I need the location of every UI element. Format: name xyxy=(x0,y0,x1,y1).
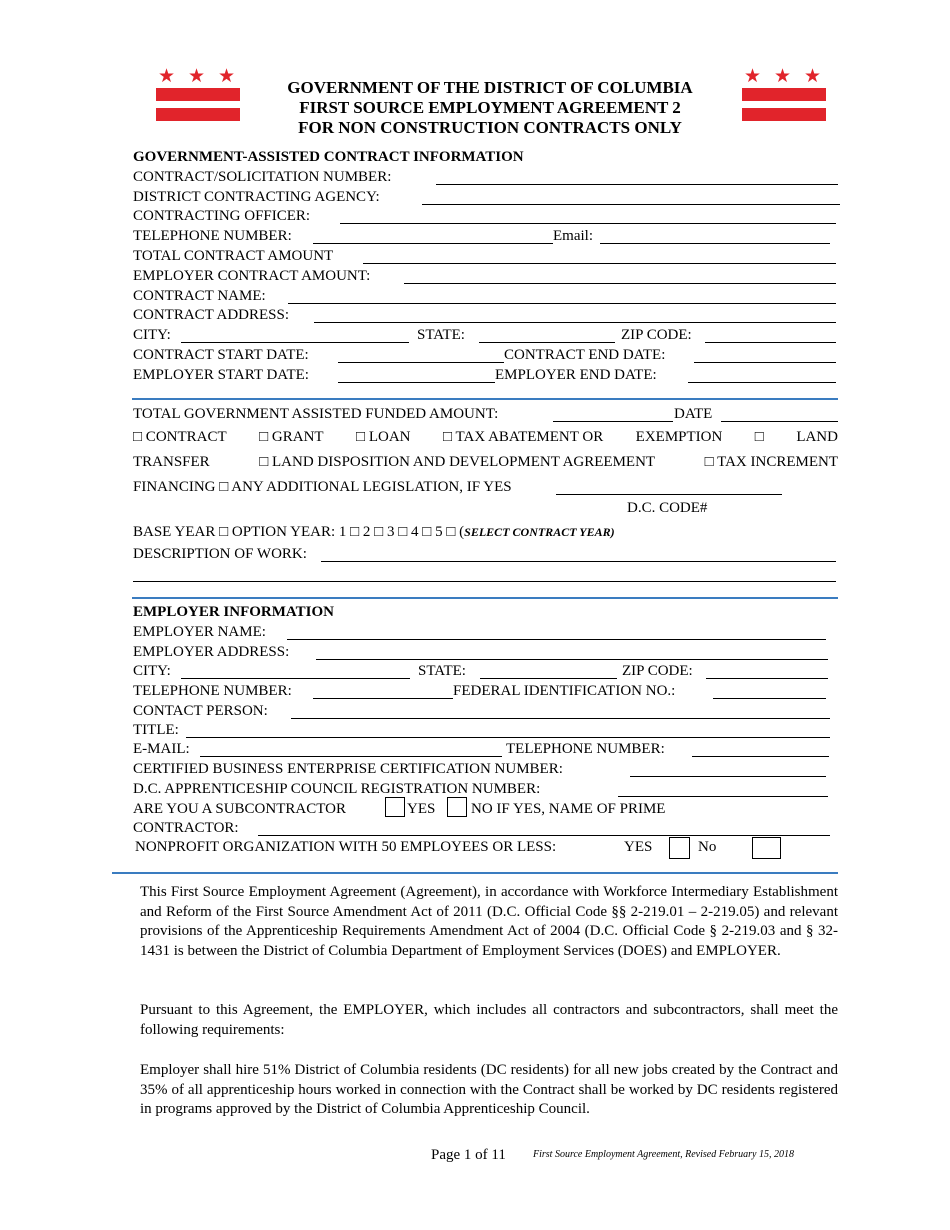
contract-city-label: CITY: xyxy=(133,327,171,343)
subcontractor-yes-checkbox[interactable] xyxy=(385,797,405,817)
solicitation-number-field[interactable] xyxy=(436,184,838,185)
employer-name-label: EMPLOYER NAME: xyxy=(133,624,266,640)
employer-end-label: EMPLOYER END DATE: xyxy=(495,367,657,383)
telephone-label: TELEPHONE NUMBER: xyxy=(133,228,292,244)
contract-state-field[interactable] xyxy=(479,342,615,343)
nonprofit-label: NONPROFIT ORGANIZATION WITH 50 EMPLOYEES OR LESS: xyxy=(135,839,557,855)
contract-zip-label: ZIP CODE: xyxy=(621,327,692,343)
employer-amount-field[interactable] xyxy=(404,283,836,284)
email-field[interactable] xyxy=(600,243,830,244)
contract-name-field[interactable] xyxy=(288,303,836,304)
agreement-paragraph-1: This First Source Employment Agreement (Agreement), in accordance with Workforce Intermediary Establishment and Reform of the First Source Amendment Act of 2011 (D.C. Official Code §§ 2-219.01 – 2-219.05) and relevant provisions of the Apprenticeship Requirements Amendment Act of 2004 (D.C. Official Code § 2-219.03 and § 32-1431 is between the District of Columbia Department of Employment Services (DOES) and EMPLOYER. xyxy=(140,884,838,959)
cbe-field[interactable] xyxy=(630,776,826,777)
contract-city-field[interactable] xyxy=(181,342,409,343)
employer-name-field[interactable] xyxy=(287,639,826,640)
officer-label: CONTRACTING OFFICER: xyxy=(133,208,311,224)
nonprofit-no-checkbox[interactable] xyxy=(752,837,781,859)
funding-type-row-1 xyxy=(133,428,838,446)
employer-amount-label: EMPLOYER CONTRACT AMOUNT: xyxy=(133,268,371,284)
contract-end-label: CONTRACT END DATE: xyxy=(504,347,666,363)
employer-address-field[interactable] xyxy=(316,659,828,660)
option-land-disposition[interactable]: □ LAND DISPOSITION AND DEVELOPMENT AGREEMENT xyxy=(259,454,656,470)
star-icon: ★ xyxy=(804,65,822,87)
contract-start-field[interactable] xyxy=(338,362,504,363)
apprenticeship-label: D.C. APPRENTICESHIP COUNCIL REGISTRATION NUMBER: xyxy=(133,781,541,797)
contact-person-field[interactable] xyxy=(291,718,830,719)
legislation-field[interactable] xyxy=(556,494,782,495)
star-icon: ★ xyxy=(744,65,762,87)
subcontractor-no-label: NO IF YES, NAME OF PRIME xyxy=(471,801,666,817)
select-contract-year-note: SELECT CONTRACT YEAR) xyxy=(464,525,615,539)
star-icon: ★ xyxy=(188,65,206,87)
email-label: Email: xyxy=(553,228,593,244)
agency-field[interactable] xyxy=(422,204,840,205)
agency-label: DISTRICT CONTRACTING AGENCY: xyxy=(133,189,380,205)
employer-start-field[interactable] xyxy=(338,382,495,383)
header-line-2: FIRST SOURCE EMPLOYMENT AGREEMENT 2 xyxy=(299,98,681,117)
star-icon: ★ xyxy=(158,65,176,87)
employer-telephone-field[interactable] xyxy=(313,698,453,699)
employer-city-field[interactable] xyxy=(181,678,410,679)
dc-flag-right xyxy=(742,66,826,86)
contact-person-label: CONTACT PERSON: xyxy=(133,703,268,719)
dc-flag-left xyxy=(156,66,240,86)
subcontractor-label: ARE YOU A SUBCONTRACTOR xyxy=(133,801,346,817)
federal-id-label: FEDERAL IDENTIFICATION NO.: xyxy=(453,683,676,699)
employer-email-label: E-MAIL: xyxy=(133,741,190,757)
employer-state-field[interactable] xyxy=(480,678,617,679)
total-funded-label: TOTAL GOVERNMENT ASSISTED FUNDED AMOUNT: xyxy=(133,406,499,422)
header-line-1: GOVERNMENT OF THE DISTRICT OF COLUMBIA xyxy=(287,78,693,97)
contract-start-label: CONTRACT START DATE: xyxy=(133,347,309,363)
federal-id-field[interactable] xyxy=(713,698,826,699)
employer-info-heading: EMPLOYER INFORMATION xyxy=(133,604,334,620)
employer-address-label: EMPLOYER ADDRESS: xyxy=(133,644,290,660)
officer-field[interactable] xyxy=(340,223,836,224)
option-tax-abatement[interactable]: □ TAX ABATEMENT OR xyxy=(442,429,604,445)
employer-email-field[interactable] xyxy=(200,756,502,757)
contract-zip-field[interactable] xyxy=(705,342,836,343)
page-number: Page 1 of 11 xyxy=(431,1147,506,1163)
employer-telephone-label: TELEPHONE NUMBER: xyxy=(133,683,292,699)
total-amount-label: TOTAL CONTRACT AMOUNT xyxy=(133,248,334,264)
dc-code-label: D.C. CODE# xyxy=(627,500,708,516)
option-exemption-text: EXEMPTION xyxy=(635,429,723,445)
section-divider xyxy=(112,872,838,874)
agreement-paragraph-2: Pursuant to this Agreement, the EMPLOYER, which includes all contractors and subcontractors, shall meet the following requirements: xyxy=(140,1002,838,1038)
total-amount-field[interactable] xyxy=(363,263,836,264)
prime-contractor-label: CONTRACTOR: xyxy=(133,820,239,836)
option-land-text: LAND xyxy=(796,429,838,445)
revision-note: First Source Employment Agreement, Revised February 15, 2018 xyxy=(533,1149,794,1160)
apprenticeship-field[interactable] xyxy=(618,796,828,797)
employer-zip-label: ZIP CODE: xyxy=(622,663,693,679)
funded-date-label: DATE xyxy=(674,406,713,422)
contract-address-field[interactable] xyxy=(314,322,836,323)
section-divider xyxy=(132,597,838,599)
title-field[interactable] xyxy=(186,737,830,738)
description-field-2[interactable] xyxy=(133,581,836,582)
employer-start-label: EMPLOYER START DATE: xyxy=(133,367,309,383)
subcontractor-no-checkbox[interactable] xyxy=(447,797,467,817)
subcontractor-yes-label: YES xyxy=(407,801,436,817)
employer-end-field[interactable] xyxy=(688,382,836,383)
option-transfer-text: TRANSFER xyxy=(133,454,210,470)
employer-telephone2-label: TELEPHONE NUMBER: xyxy=(506,741,665,757)
option-contract[interactable]: □ CONTRACT xyxy=(133,429,227,445)
employer-telephone2-field[interactable] xyxy=(692,756,829,757)
contract-end-field[interactable] xyxy=(694,362,836,363)
option-additional-legislation[interactable]: FINANCING □ ANY ADDITIONAL LEGISLATION, IF YES xyxy=(133,479,512,495)
header-line-3: FOR NON CONSTRUCTION CONTRACTS ONLY xyxy=(298,118,682,137)
prime-contractor-field[interactable] xyxy=(258,835,830,836)
option-land-transfer-box[interactable]: □ xyxy=(754,429,764,445)
description-label: DESCRIPTION OF WORK: xyxy=(133,546,307,562)
solicitation-number-label: CONTRACT/SOLICITATION NUMBER: xyxy=(133,169,392,185)
agreement-paragraph-3: Employer shall hire 51% District of Columbia residents (DC residents) for all new jobs created by the Contract and 35% of all apprenticeship hours worked in connection with the Contract shall be worked by DC residents registered in programs approved by the District of Columbia Apprenticeship Council. xyxy=(140,1062,838,1117)
cbe-label: CERTIFIED BUSINESS ENTERPRISE CERTIFICATION NUMBER: xyxy=(133,761,563,777)
contract-state-label: STATE: xyxy=(417,327,465,343)
nonprofit-yes-label: YES xyxy=(624,839,653,855)
option-grant[interactable]: □ GRANT xyxy=(259,429,324,445)
nonprofit-yes-checkbox[interactable] xyxy=(669,837,690,859)
option-loan[interactable]: □ LOAN xyxy=(356,429,411,445)
description-field-1[interactable] xyxy=(321,561,836,562)
employer-city-label: CITY: xyxy=(133,663,171,679)
employer-zip-field[interactable] xyxy=(706,678,828,679)
employer-state-label: STATE: xyxy=(418,663,466,679)
title-label: TITLE: xyxy=(133,722,179,738)
nonprofit-no-label: No xyxy=(698,839,717,855)
contract-address-label: CONTRACT ADDRESS: xyxy=(133,307,290,323)
total-funded-field[interactable] xyxy=(553,421,673,422)
star-icon: ★ xyxy=(774,65,792,87)
contract-name-label: CONTRACT NAME: xyxy=(133,288,266,304)
option-tax-increment[interactable]: □ TAX INCREMENT xyxy=(704,454,838,470)
telephone-field[interactable] xyxy=(313,243,553,244)
base-year-row[interactable] xyxy=(133,523,615,541)
funded-date-field[interactable] xyxy=(721,421,838,422)
contract-info-heading: GOVERNMENT-ASSISTED CONTRACT INFORMATION xyxy=(133,149,524,165)
base-year-options[interactable]: BASE YEAR □ OPTION YEAR: 1 □ 2 □ 3 □ 4 □ 5 □ ( xyxy=(133,524,465,540)
star-icon: ★ xyxy=(218,65,236,87)
funding-type-row-2 xyxy=(133,453,838,471)
section-divider xyxy=(132,398,838,400)
